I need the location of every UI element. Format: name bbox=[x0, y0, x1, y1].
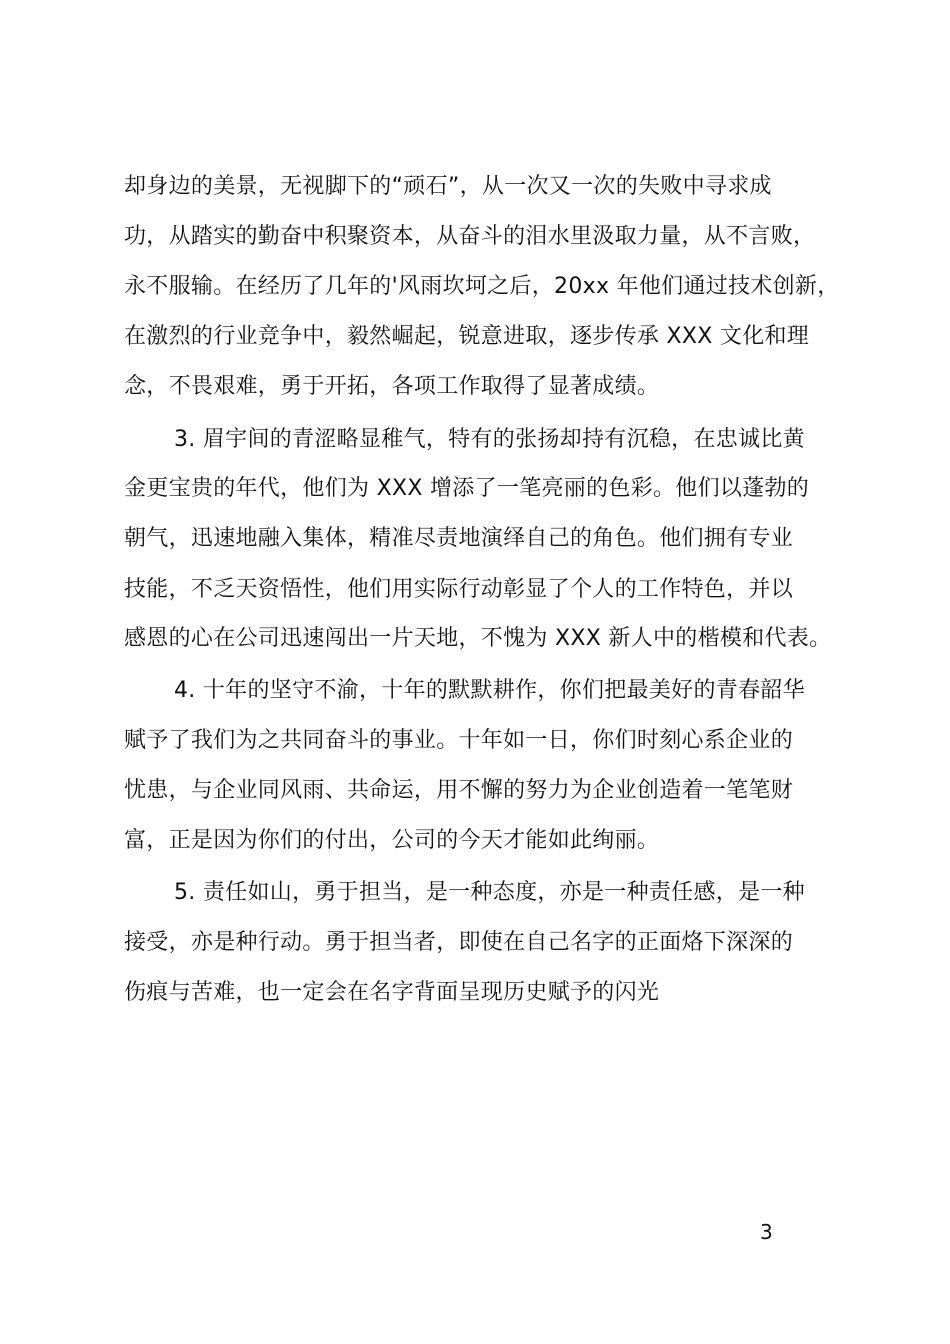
paragraph-4-first-line: 4. 十年的坚守不渝，十年的默默耕作，你们把最美好的青春韶华 bbox=[174, 678, 805, 703]
text-line: 接受，亦是种行动。勇于担当者，即使在自己名字的正面烙下深深的 bbox=[124, 930, 794, 955]
text-line: 忧患，与企业同风雨、共命运，用不懈的努力为企业创造着一笔笔财 bbox=[124, 778, 794, 803]
text-line: 念，不畏艰难，勇于开拓，各项工作取得了显著成绩。 bbox=[124, 374, 660, 399]
text-line: 赋予了我们为之共同奋斗的事业。十年如一日，你们时刻心系企业的 bbox=[124, 728, 794, 753]
text-line: 永不服输。在经历了几年的'风雨坎坷之后，20xx 年他们通过技术创新， bbox=[124, 274, 840, 299]
text-line: 功，从踏实的勤奋中积聚资本，从奋斗的泪水里汲取力量，从不言败， bbox=[124, 224, 816, 249]
text-line: 富，正是因为你们的付出，公司的今天才能如此绚丽。 bbox=[124, 828, 660, 853]
text-line: 朝气，迅速地融入集体，精准尽责地演绎自己的角色。他们拥有专业 bbox=[124, 526, 794, 551]
paragraph-3-first-line: 3. 眉宇间的青涩略显稚气，特有的张扬却持有沉稳，在忠诚比黄 bbox=[174, 427, 805, 452]
text-line: 感恩的心在公司迅速闯出一片天地，不愧为 XXX 新人中的楷模和代表。 bbox=[124, 626, 832, 651]
text-line: 在激烈的行业竞争中，毅然崛起，锐意进取，逐步传承 XXX 文化和理 bbox=[124, 324, 810, 349]
text-line: 却身边的美景，无视脚下的“顽石”，从一次又一次的失败中寻求成 bbox=[124, 174, 772, 199]
page-number: 3 bbox=[760, 1220, 773, 1244]
text-line: 技能，不乏天资悟性，他们用实际行动彰显了个人的工作特色，并以 bbox=[124, 577, 794, 602]
paragraph-5-first-line: 5. 责任如山，勇于担当，是一种态度，亦是一种责任感，是一种 bbox=[174, 880, 805, 905]
text-line: 伤痕与苦难，也一定会在名字背面呈现历史赋予的闪光 bbox=[124, 980, 660, 1005]
text-line: 金更宝贵的年代，他们为 XXX 增添了一笔亮丽的色彩。他们以蓬勃的 bbox=[124, 476, 810, 501]
